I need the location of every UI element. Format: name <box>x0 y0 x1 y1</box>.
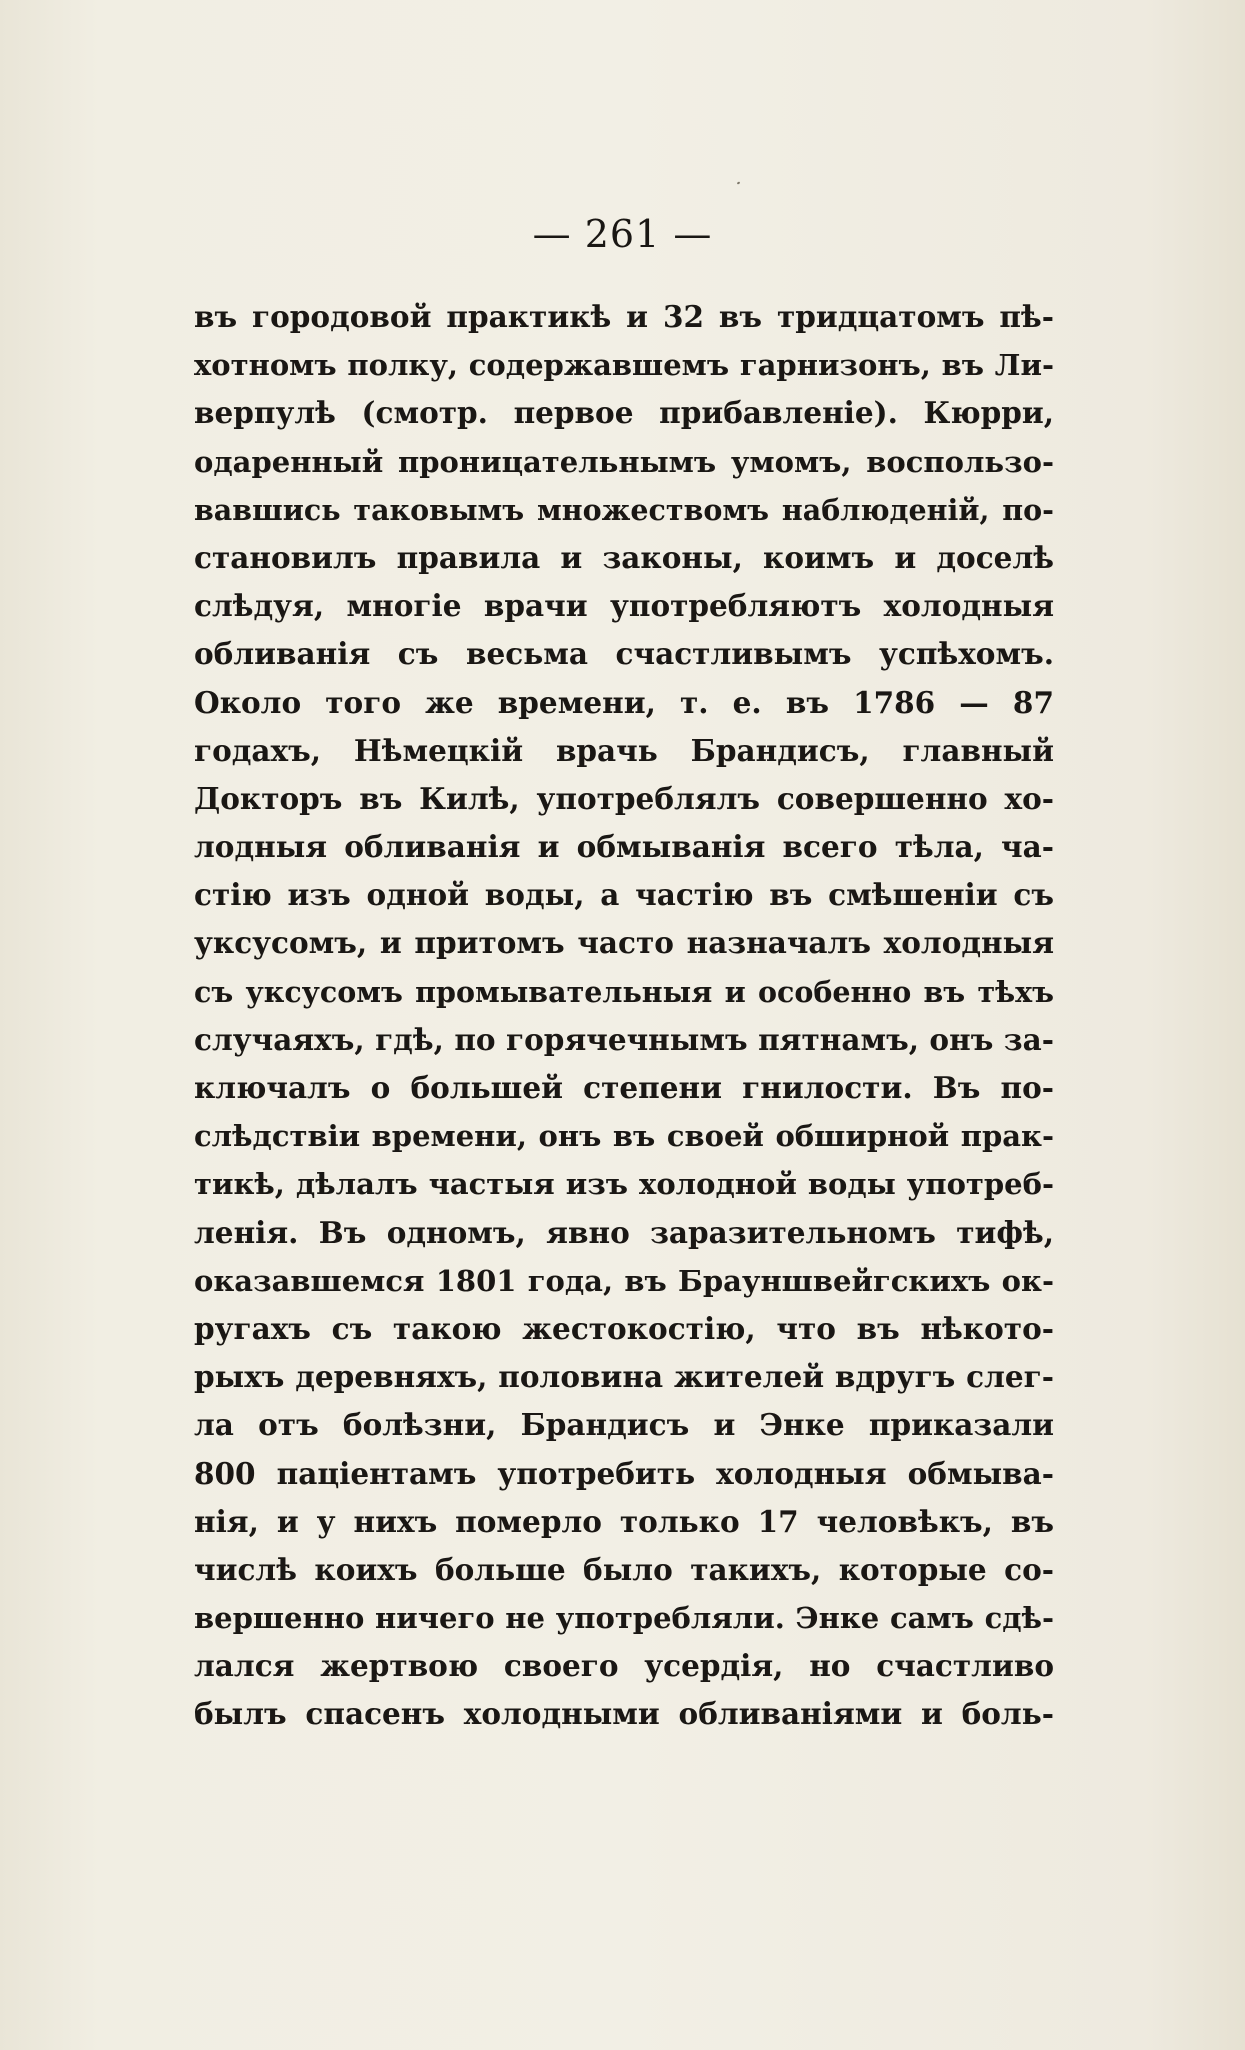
text-line-1: въ городовой практикѣ и 32 въ тридцатомъ пѣ- <box>194 299 1054 334</box>
text-line-16: случаяхъ, гдѣ, по горячечнымъ пятнамъ, онъ за- <box>194 1021 1054 1057</box>
text-line-2: хотномъ полку, содержавшемъ гарнизонъ, въ Ли- <box>194 348 1054 383</box>
text-line-8: обливанія съ весьма счастливымъ успѣхомъ. <box>194 636 1054 672</box>
text-line-14: уксусомъ, и притомъ часто назначалъ холодныя <box>194 925 1054 961</box>
text-line-22: ругахъ съ такою жестокостію, что въ нѣкото- <box>194 1310 1054 1346</box>
text-line-27: числѣ коихъ больше было такихъ, которые со- <box>194 1551 1054 1587</box>
text-line-5: вавшись таковымъ множествомъ наблюденій, по- <box>194 492 1054 527</box>
text-line-19: тикѣ, дѣлалъ частыя изъ холодной воды употреб- <box>194 1167 1054 1202</box>
text-line-6: становилъ правила и законы, коимъ и доселѣ <box>194 539 1054 575</box>
text-line-17: ключалъ о большей степени гнилости. Въ по- <box>194 1070 1054 1105</box>
text-line-11: Докторъ въ Килѣ, употреблялъ совершенно хо- <box>194 780 1054 816</box>
text-line-10: годахъ, Нѣмецкій врачь Брандисъ, главный <box>194 732 1054 768</box>
text-line-7: слѣдуя, многіе врачи употребляютъ холодныя <box>194 588 1054 624</box>
text-line-4: одаренный проницательнымъ умомъ, воспользо- <box>194 444 1054 479</box>
text-line-20: ленія. Въ одномъ, явно заразительномъ тифѣ, <box>194 1214 1054 1250</box>
text-line-28: вершенно ничего не употребляли. Энке самъ сдѣ- <box>194 1601 1054 1636</box>
text-line-12: лодныя обливанія и обмыванія всего тѣла, ча- <box>194 829 1054 865</box>
text-line-25: 800 паціентамъ употребить холодныя обмыва- <box>194 1455 1054 1491</box>
text-line-23: рыхъ деревняхъ, половина жителей вдругъ слег- <box>194 1359 1054 1395</box>
paper-speck <box>737 181 741 184</box>
text-line-26: нія, и у нихъ померло только 17 человѣкъ, въ <box>194 1503 1054 1539</box>
page-number: — 261 — <box>532 212 713 256</box>
text-line-30: былъ спасенъ холодными обливаніями и боль- <box>194 1696 1054 1732</box>
text-line-13: стію изъ одной воды, а частію въ смѣшеніи съ <box>194 877 1054 913</box>
body-text <box>194 293 1054 1739</box>
text-line-29: лался жертвою своего усердія, но счастливо <box>194 1648 1054 1684</box>
text-line-15: съ уксусомъ промывательныя и особенно въ тѣхъ <box>194 974 1054 1009</box>
text-line-24: ла отъ болѣзни, Брандисъ и Энке приказали <box>194 1407 1054 1443</box>
text-line-3: верпулѣ (смотр. первое прибавленіе). Кюрри, <box>194 395 1054 431</box>
text-line-21: оказавшемся 1801 года, въ Брауншвейгскихъ ок- <box>194 1263 1054 1298</box>
text-line-18: слѣдствіи времени, онъ въ своей обширной прак- <box>194 1119 1054 1154</box>
text-line-9: Около того же времени, т. е. въ 1786 — 87 <box>194 684 1054 720</box>
